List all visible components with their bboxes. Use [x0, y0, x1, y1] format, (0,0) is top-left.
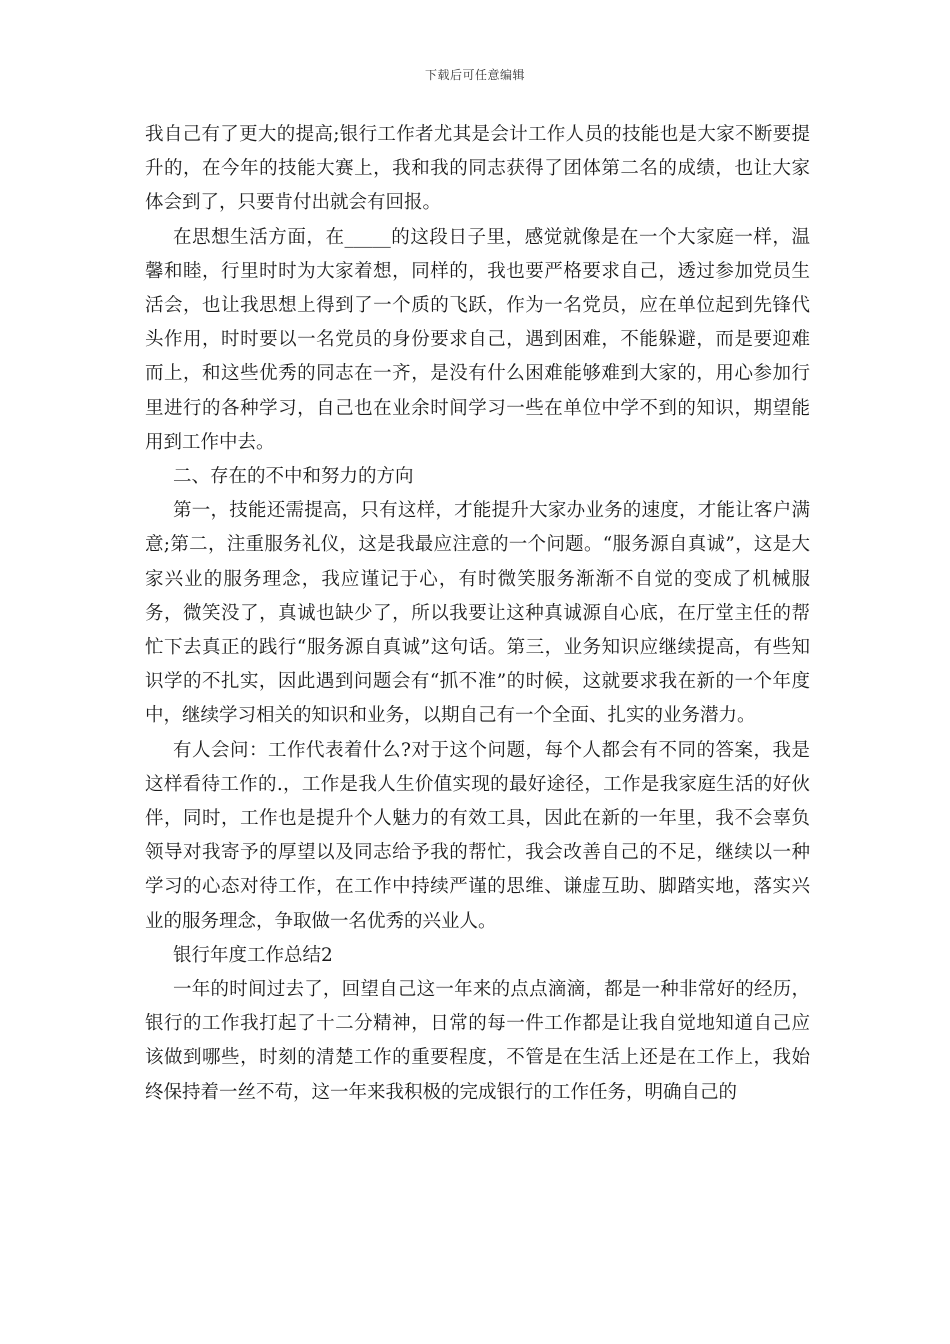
- document-body: [145, 118, 810, 1110]
- paragraph-improvements: 第一，技能还需提高，只有这样，才能提升大家办业务的速度，才能让客户满意;第二，注重服务礼仪，这是我最应注意的一个问题。“服务源自真诚”，这是大家兴业的服务理念，我应谨记于心，有时微笑服务渐渐不自觉的变成了机械服务，微笑没了，真诚也缺少了，所以我要让这种真诚源自心底，在厅堂主任的帮忙下去真正的践行“服务源自真诚”这句话。第三，业务知识应继续提高，有些知识学的不扎实，因此遇到问题会有“抓不准”的时候，这就要求我在新的一个年度中，继续学习相关的知识和业务，以期自己有一个全面、扎实的业务潜力。: [145, 500, 810, 727]
- paragraph-thought-life: 在思想生活方面，在_____的这段日子里，感觉就像是在一个大家庭一样，温馨和睦，行里时时为大家着想，同样的，我也要严格要求自己，透过参加党员生活会，也让我思想上得到了一个质的飞跃，作为一名党员，应在单位起到先锋代头作用，时时要以一名党员的身份要求自己，遇到困难，不能躲避，而是要迎难而上，和这些优秀的同志在一齐，是没有什么困难能够难到大家的，用心参加行里进行的各种学习，自己也在业余时间学习一些在单位中学不到的知识，期望能用到工作中去。: [145, 226, 810, 453]
- header-note: 下载后可任意编辑: [424, 68, 525, 82]
- paragraph-meaning-of-work: 有人会问：工作代表着什么?对于这个问题，每个人都会有不同的答案，我是这样看待工作的.，工作是我人生价值实现的最好途径，工作是我家庭生活的好伙伴，同时，工作也是提升个人魅力的有效工具，因此在新的一年里，我不会辜负领导对我寄予的厚望以及同志给予我的帮忙，我会改善自己的不足，继续以一种学习的心态对待工作，在工作中持续严谨的思维、谦虚互助、脚踏实地，落实兴业的服务理念，争取做一名优秀的兴业人。: [145, 739, 810, 932]
- section-heading-summary-2: 银行年度工作总结2: [173, 944, 333, 966]
- paragraph-year-review: 一年的时间过去了，回望自己这一年来的点点滴滴，都是一种非常好的经历，银行的工作我打起了十二分精神，日常的每一件工作都是让我自觉地知道自己应该做到哪些，时刻的清楚工作的重要程度，不管是在生活上还是在工作上，我始终保持着一丝不苟，这一年来我积极的完成银行的工作任务，明确自己的: [145, 979, 810, 1103]
- paragraph-continuation: 我自己有了更大的提高;银行工作者尤其是会计工作人员的技能也是大家不断要提升的，在今年的技能大赛上，我和我的同志获得了团体第二名的成绩，也让大家体会到了，只要肯付出就会有回报。: [145, 124, 810, 214]
- section-heading-shortcomings: 二、存在的不中和努力的方向: [173, 466, 414, 488]
